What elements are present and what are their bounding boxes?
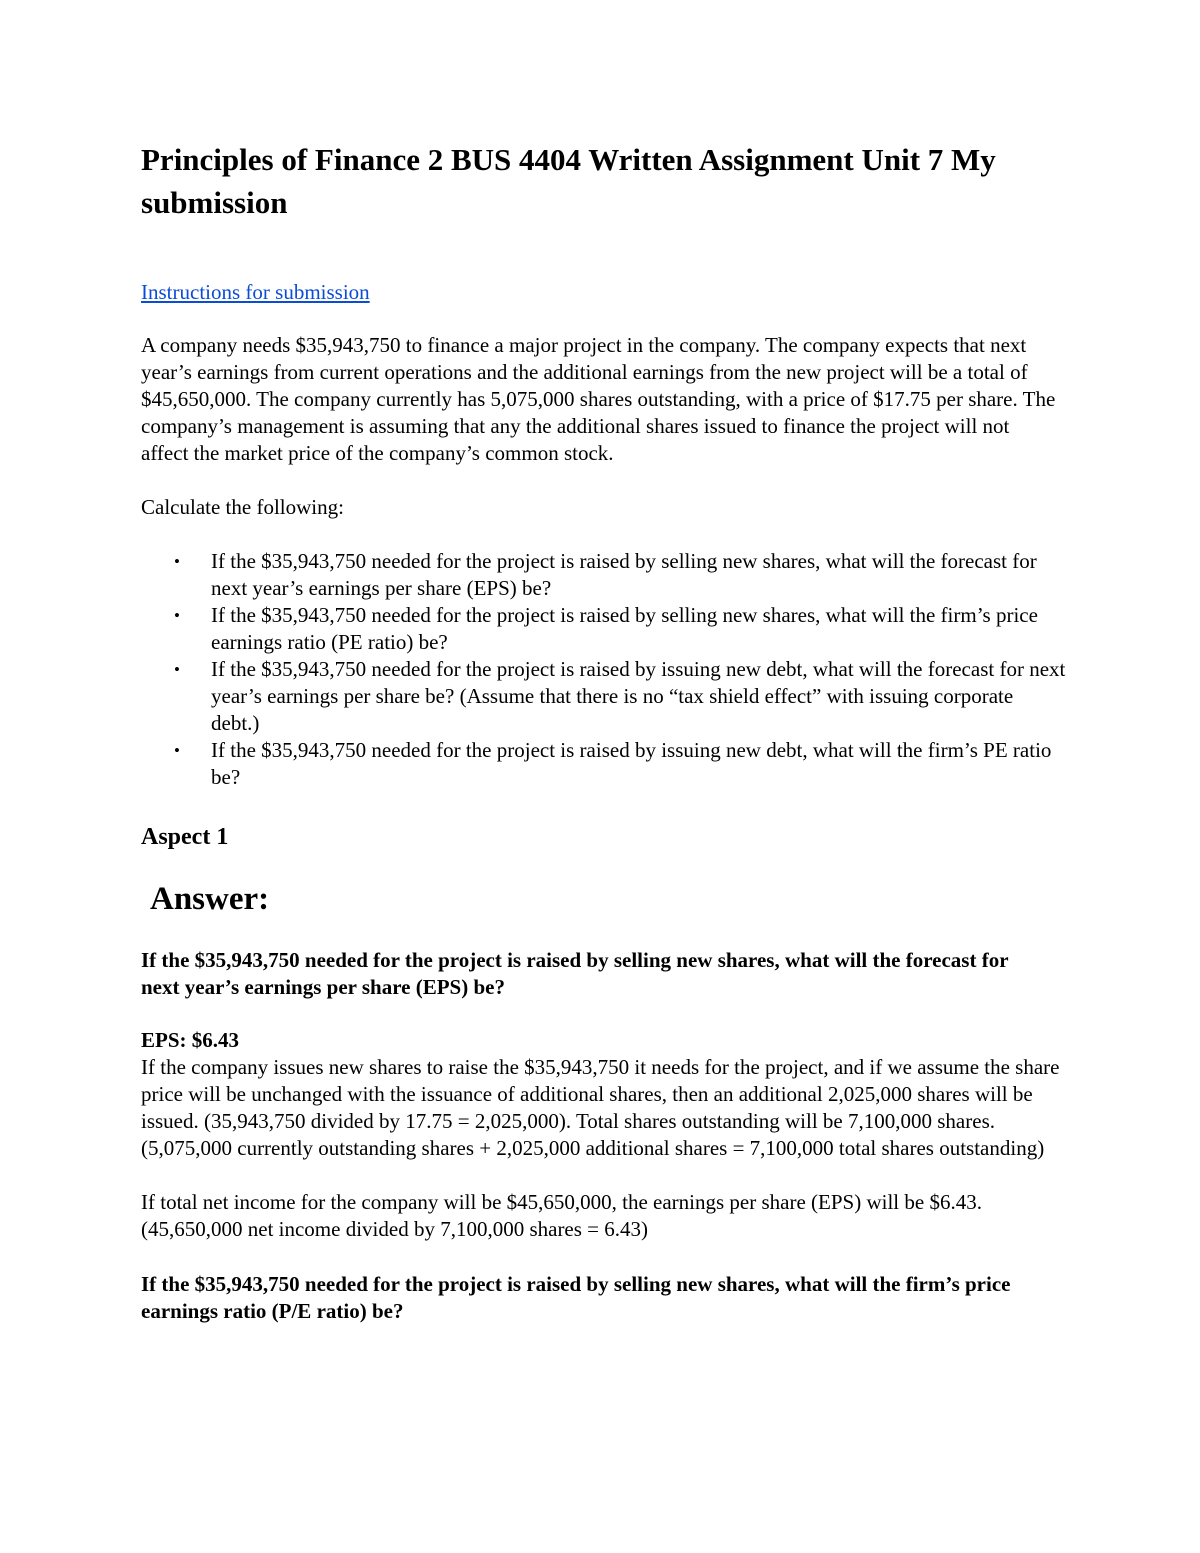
- answer-question-1: If the $35,943,750 needed for the project is raised by selling new shares, what will the forecast for next year’s earnings per share (EPS) be?: [141, 948, 1009, 999]
- intro-paragraph: A company needs $35,943,750 to finance a major project in the company. The company expects that next year’s earnings from current operations and the additional earnings from the new project will be a total of $45,650,000. The company currently has 5,075,000 shares outstanding, with a price of $17.75 per share. The company’s management is assuming that any the additional shares issued to finance the project will not affect the market price of the company’s common stock.: [141, 333, 1056, 465]
- eps-result: EPS: $6.43: [141, 1028, 240, 1052]
- list-item: [174, 548, 1066, 602]
- questions-list: [141, 548, 1066, 791]
- question-text: If the $35,943,750 needed for the project is raised by issuing new debt, what will the forecast for next year’s earnings per share be? (Assume that there is no “tax shield effect” with issuing corporate debt.): [211, 657, 1066, 735]
- answer-question-2: If the $35,943,750 needed for the project is raised by selling new shares, what will the firm’s price earnings ratio (P/E ratio) be?: [141, 1272, 1011, 1323]
- bullet-icon: •: [174, 660, 180, 679]
- bullet-icon: •: [174, 741, 180, 760]
- question-text: If the $35,943,750 needed for the project is raised by selling new shares, what will the firm’s price earnings ratio (PE ratio) be?: [211, 603, 1038, 654]
- eps-explanation: If the company issues new shares to raise the $35,943,750 it needs for the project, and if we assume the share price will be unchanged with the issuance of additional shares, then an additional 2,025,000 shares will be issued. (35,943,750 divided by 17.75 = 2,025,000). Total shares outstanding will be 7,100,000 shares. (5,075,000 currently outstanding shares + 2,025,000 additional shares = 7,100,000 total shares outstanding): [141, 1055, 1060, 1160]
- document-title: Principles of Finance 2 BUS 4404 Written Assignment Unit 7 My submission: [141, 142, 996, 220]
- document-page: [141, 138, 1066, 1325]
- aspect-heading: Aspect 1: [141, 824, 229, 850]
- question-text: If the $35,943,750 needed for the project is raised by issuing new debt, what will the firm’s PE ratio be?: [211, 738, 1052, 789]
- calculate-label: Calculate the following:: [141, 495, 344, 519]
- answer-heading: Answer:: [150, 881, 270, 917]
- instructions-link[interactable]: Instructions for submission: [141, 280, 370, 304]
- list-item: [174, 737, 1066, 791]
- bullet-icon: •: [174, 552, 180, 571]
- bullet-icon: •: [174, 606, 180, 625]
- list-item: [174, 602, 1066, 656]
- list-item: [174, 656, 1066, 737]
- eps-calculation: If total net income for the company will be $45,650,000, the earnings per share (EPS) will be $6.43. (45,650,000 net income divided by 7,100,000 shares = 6.43): [141, 1190, 982, 1241]
- question-text: If the $35,943,750 needed for the project is raised by selling new shares, what will the forecast for next year’s earnings per share (EPS) be?: [211, 549, 1037, 600]
